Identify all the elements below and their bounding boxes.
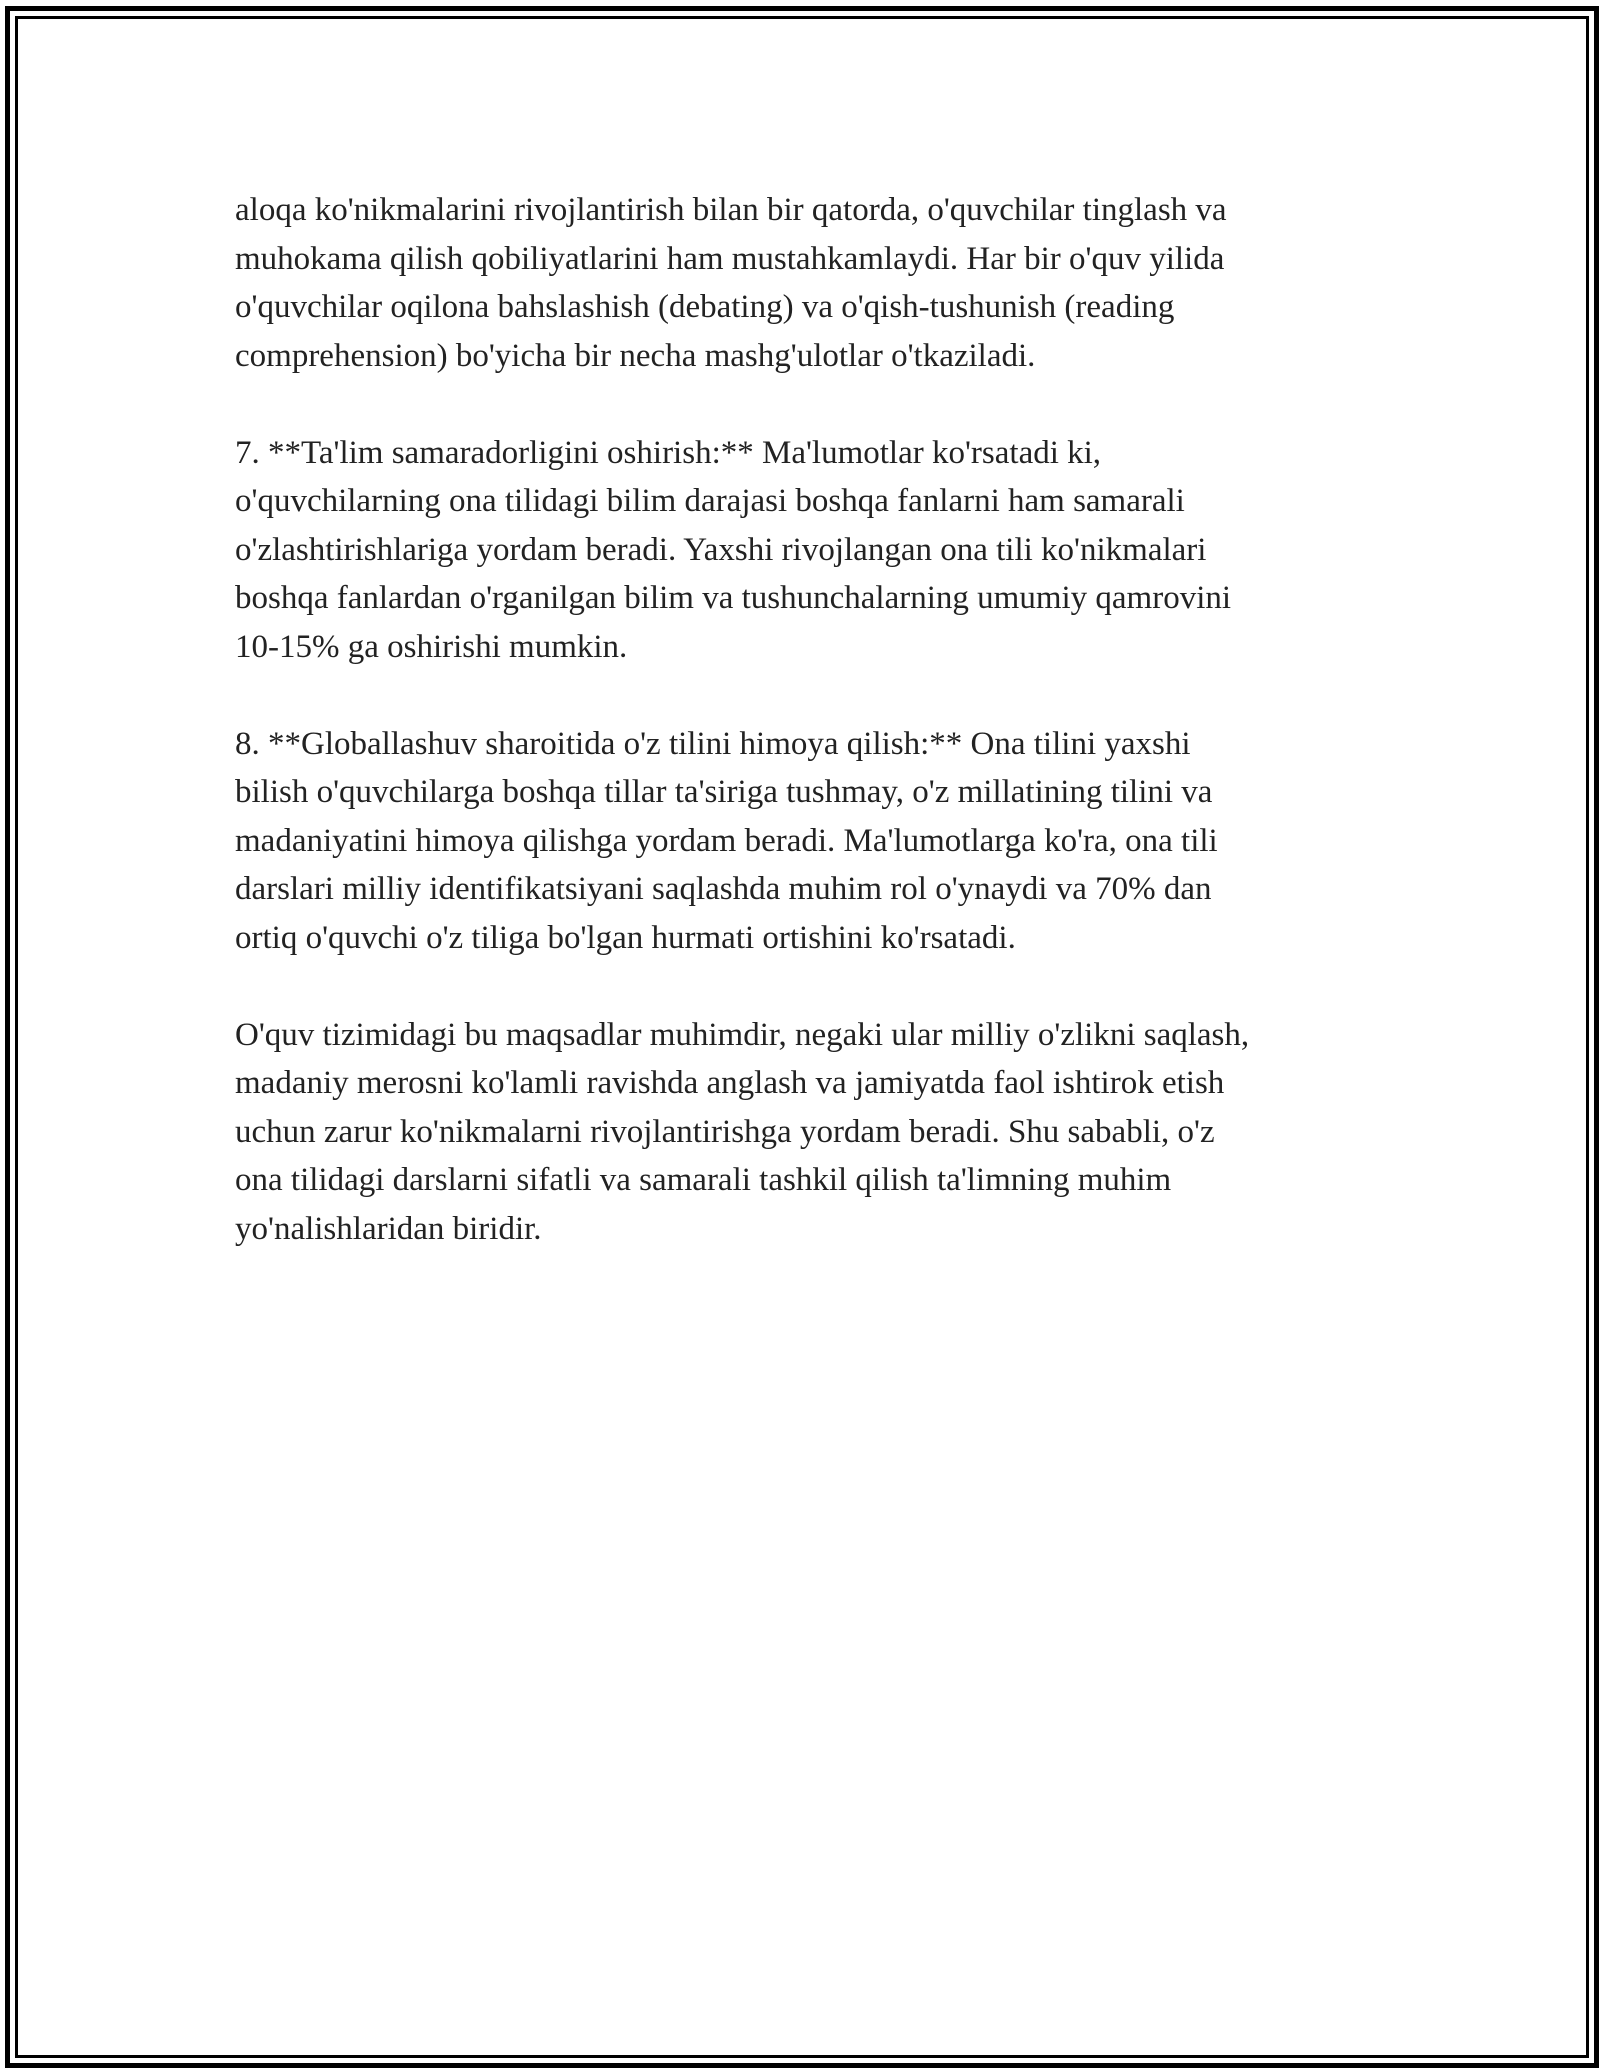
text-line: O'quv tizimidagi bu maqsadlar muhimdir, negaki ular milliy o'zlikni saqlash, [235, 1016, 1250, 1053]
paragraph-item-8 [235, 720, 1375, 963]
text-line: o'quvchilar oqilona bahslashish (debating) va o'qish-tushunish (reading [235, 289, 1175, 325]
text-line: ona tilidagi darslarni sifatli va samarali tashkil qilish ta'limning muhim [235, 1162, 1172, 1198]
text-line: yo'nalishlaridan biridir. [235, 1210, 542, 1247]
text-line: muhokama qilish qobiliyatlarini ham mustahkamlaydi. Har bir o'quv yilida [235, 240, 1225, 277]
text-line: 10-15% ga oshirishi mumkin. [235, 628, 628, 665]
text-line: aloqa ko'nikmalarini rivojlantirish bilan bir qatorda, o'quvchilar tinglash va [235, 192, 1227, 228]
paragraph-item-7 [235, 429, 1375, 672]
text-line: 7. **Ta'lim samaradorligini oshirish:** Ma'lumotlar ko'rsatadi ki, [235, 434, 1102, 471]
text-line: uchun zarur ko'nikmalarni rivojlantirishga yordam beradi. Shu sababli, o'z [235, 1113, 1215, 1150]
text-line: darslari milliy identifikatsiyani saqlashda muhim rol o'ynaydi va 70% dan [235, 871, 1212, 907]
text-line: madaniy merosni ko'lamli ravishda anglash va jamiyatda faol ishtirok etish [235, 1065, 1225, 1101]
paragraph-conclusion [235, 1011, 1375, 1254]
text-line: boshqa fanlardan o'rganilgan bilim va tushunchalarning umumiy qamrovini [235, 580, 1232, 616]
paragraph-communication-skills [235, 186, 1375, 380]
text-line: comprehension) bo'yicha bir necha mashg'ulotlar o'tkaziladi. [235, 337, 1036, 374]
text-line: o'quvchilarning ona tilidagi bilim darajasi boshqa fanlarni ham samarali [235, 483, 1185, 519]
text-line: bilish o'quvchilarga boshqa tillar ta'siriga tushmay, o'z millatining tilini va [235, 774, 1213, 810]
text-line: madaniyatini himoya qilishga yordam beradi. Ma'lumotlarga ko'ra, ona tili [235, 822, 1218, 859]
document-body [235, 186, 1375, 1302]
text-line: o'zlashtirishlariga yordam beradi. Yaxshi rivojlangan ona tili ko'nikmalari [235, 531, 1207, 568]
text-line: 8. **Globallashuv sharoitida o'z tilini himoya qilish:** Ona tilini yaxshi [235, 725, 1191, 762]
text-line: ortiq o'quvchi o'z tiliga bo'lgan hurmati ortishini ko'rsatadi. [235, 919, 1016, 956]
